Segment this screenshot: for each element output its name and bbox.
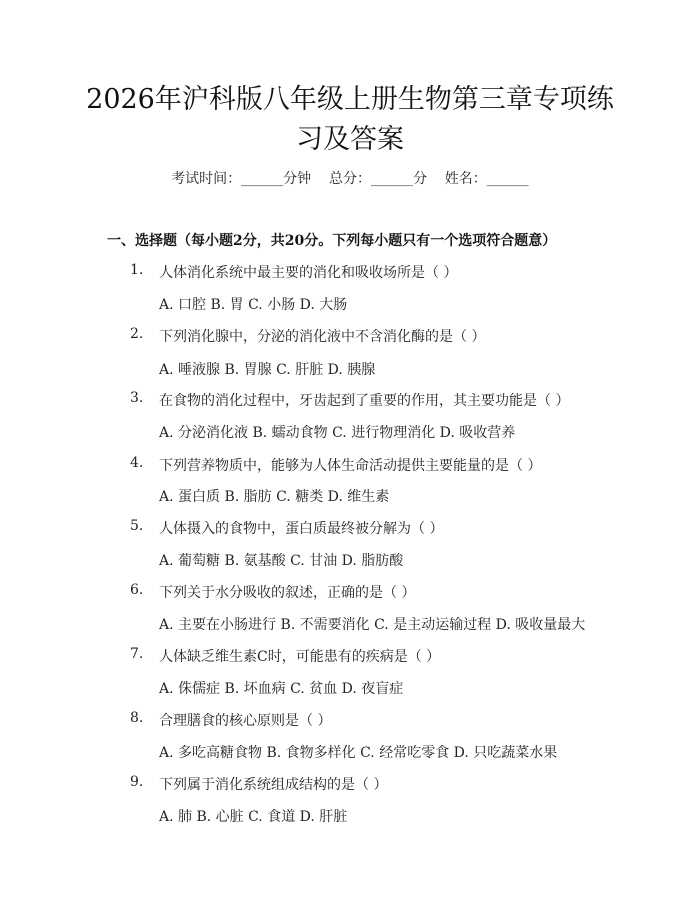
question-number: 4. (130, 455, 144, 471)
question-text: 下列营养物质中，能够为人体生命活动提供主要能量的是（ ） (159, 458, 542, 474)
question-number: 3. (130, 390, 144, 406)
question-options: A. 唾液腺 B. 胃腺 C. 肝脏 D. 胰腺 (159, 362, 376, 378)
section-heading: 一、选择题（每小题2分，共20分。下列每小题只有一个选项符合题意） (107, 233, 557, 249)
question-text: 合理膳食的核心原则是（ ） (159, 713, 332, 729)
question-number: 9. (130, 774, 144, 790)
question-text: 人体摄入的食物中，蛋白质最终被分解为（ ） (159, 521, 444, 537)
question-text: 下列关于水分吸收的叙述，正确的是（ ） (159, 585, 416, 601)
question-options: A. 多吃高糖食物 B. 食物多样化 C. 经常吃零食 D. 只吃蔬菜水果 (159, 745, 558, 761)
question-text: 下列属于消化系统组成结构的是（ ） (159, 777, 388, 793)
question-options: A. 肺 B. 心脏 C. 食道 D. 肝脏 (159, 809, 348, 825)
title-line-1: 2026年沪科版八年级上册生物第三章专项练 (86, 84, 614, 115)
question-text: 人体缺乏维生素C时，可能患有的疾病是（ ） (159, 649, 441, 665)
question-number: 2. (130, 326, 144, 342)
question-number: 1. (130, 262, 144, 278)
question-text: 在食物的消化过程中，牙齿起到了重要的作用，其主要功能是（ ） (159, 393, 570, 409)
question-number: 6. (130, 582, 144, 598)
question-number: 5. (130, 518, 144, 534)
question-options: A. 葡萄糖 B. 氨基酸 C. 甘油 D. 脂肪酸 (159, 553, 404, 569)
question-text: 人体消化系统中最主要的消化和吸收场所是（ ） (159, 265, 458, 281)
question-number: 8. (130, 710, 144, 726)
question-number: 7. (130, 646, 144, 662)
question-text: 下列消化腺中，分泌的消化液中不含消化酶的是（ ） (159, 329, 486, 345)
question-options: A. 侏儒症 B. 坏血病 C. 贫血 D. 夜盲症 (159, 681, 404, 697)
question-options: A. 口腔 B. 胃 C. 小肠 D. 大肠 (159, 297, 348, 313)
title-line-2: 习及答案 (296, 124, 404, 155)
document-title (0, 80, 700, 160)
question-options: A. 蛋白质 B. 脂肪 C. 糖类 D. 维生素 (159, 489, 390, 505)
question-options: A. 主要在小肠进行 B. 不需要消化 C. 是主动运输过程 D. 吸收量最大 (159, 617, 586, 633)
exam-meta-line: 考试时间：______分钟 总分：______分 姓名：______ (171, 171, 529, 187)
question-options: A. 分泌消化液 B. 蠕动食物 C. 进行物理消化 D. 吸收营养 (159, 425, 516, 441)
